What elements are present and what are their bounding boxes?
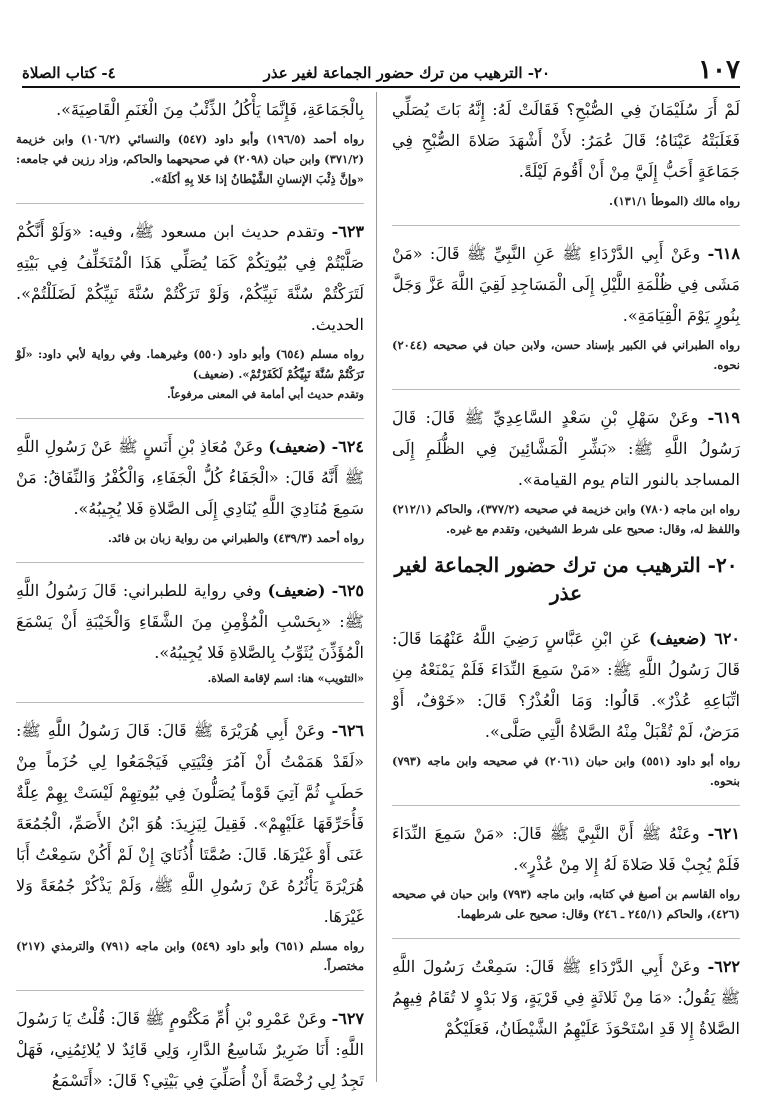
hadith-body: وعَنْ مُعَاذِ بْنِ أَنَسٍ ﷺ عَنْ رَسُولِ اللَّهِ ﷺ أَنَّهُ قَالَ: «الْجَفَاءُ كُلُّ الْجَفَاءِ، وَالْكُفْرُ وَالنِّفَاقُ: مَنْ سَمِعَ مُنَادِيَ اللَّهِ يُنَادِي إِلَى الصَّلاةِ فَلا يُجِيبُهُ». bbox=[16, 437, 364, 518]
hadith-text bbox=[392, 951, 740, 1044]
grade-tag: (ضعيف) bbox=[268, 437, 327, 456]
hadith-number: ٦٢٧- bbox=[331, 1009, 364, 1028]
hadith-text bbox=[16, 431, 364, 524]
hadith-624 bbox=[16, 431, 364, 548]
hadith-text: بِالْجَمَاعَةِ، فَإِنَّمَا يَأْكُلُ الذِّئْبُ مِنَ الْغَنَمِ الْقَاصِيَةَ». bbox=[56, 100, 364, 119]
hadith-body: وعَنْ أَبِي هُرَيْرَةَ ﷺ قَالَ: قَالَ رَسُولُ اللَّهِ ﷺ: «لَقَدْ هَمَمْتُ أَنْ آمُرَ فِتْيَتِي فَيَجْمَعُوا لِي حُزَماً مِنْ حَطَبٍ ثُمَّ آتِيَ قَوْماً يُصَلُّونَ فِي بُيُوتِهِمْ لَيْسَتْ بِهِمْ عِلَّةٌ فَأُحَرِّقَهَا عَلَيْهِمْ». فَقِيلَ لِيَزِيدَ: هُوَ ابْنُ الأَصَمِّ، الْجُمُعَةَ عَنَى أَوْ غَيْرَهَا. قَالَ: صُمَّتَا أُذُنَايَ إِنْ لَمْ أَكُنْ سَمِعْتُ أَبَا هُرَيْرَةَ يَأْثُرُهُ عَنْ رَسُولِ اللَّهِ ﷺ، وَلَمْ يَذْكُرْ جُمُعَةً وَلا غَيْرَهَا. bbox=[16, 721, 364, 926]
hadith-body: وعَنْ أَبِي الدَّرْدَاءِ ﷺ عَنِ النَّبِيِّ ﷺ قَالَ: «مَنْ مَشَى فِي ظُلْمَةِ اللَّيْلِ إِلَى الْمَسَاجِدِ لَقِيَ اللَّهَ عَزَّ وَجَلَّ بِنُورٍ يَوْمَ الْقِيَامَةِ». bbox=[392, 244, 740, 325]
hadith-reference: رواه أبو داود (٥٥١) وابن حبان (٢٠٦١) في صحيحه وابن ماجه (٧٩٣) بنحوه. bbox=[392, 754, 740, 788]
hadith-text bbox=[16, 575, 364, 668]
divider bbox=[16, 990, 364, 991]
hadith-621 bbox=[392, 818, 740, 924]
hadith-body: وعَنْ عَمْرِو بْنِ أُمِّ مَكْتُومٍ ﷺ قَالَ: قُلْتُ يَا رَسُولَ اللَّهِ: أَنَا ضَرِيرٌ شَاسِعُ الدَّارِ، وَلِي قَائِدٌ لا يُلائِمُنِي، فَهَلْ تَجِدُ لِي رُخْصَةً أَنْ أُصَلِّيَ فِي بَيْتِي؟ قَالَ: «أَتَسْمَعُ bbox=[16, 1009, 364, 1090]
hadith-626 bbox=[16, 715, 364, 976]
hadith-text bbox=[392, 402, 740, 495]
hadith-text bbox=[392, 238, 740, 331]
hadith-body: وعَنْهُ ﷺ أَنَّ النَّبِيَّ ﷺ قَالَ: «مَنْ سَمِعَ النِّدَاءَ فَلَمْ يُجِبْ فَلا صَلاةَ لَهُ إِلا مِنْ عُذْرٍ». bbox=[392, 824, 740, 874]
hadith-body: وعَنْ أَبِي الدَّرْدَاءِ ﷺ قَالَ: سَمِعْتُ رَسُولَ اللَّهِ ﷺ يَقُولُ: «مَا مِنْ ثَلاثَةٍ فِي قَرْيَةٍ، وَلا بَدْوٍ لا تُقَامُ فِيهِمُ الصَّلاةُ إِلا قَدِ اسْتَحْوَذَ عَلَيْهِمُ الشَّيْطَانُ، فَعَلَيْكُمْ bbox=[392, 957, 740, 1038]
hadith-627 bbox=[16, 1003, 364, 1096]
hadith-reference: رواه مالك (الموطأ ١٣١/١). bbox=[609, 194, 740, 208]
hadith-625 bbox=[16, 575, 364, 688]
hadith-reference: رواه الطبراني في الكبير بإسناد حسن، ولابن حبان في صحيحه (٢٠٤٤) نحوه. bbox=[392, 338, 740, 372]
hadith-reference: رواه أحمد (١٩٦/٥) وأبو داود (٥٤٧) والنسائي (١٠٦/٢) وابن خزيمة (٣٧١/٢) وابن حبان (٢٠٩٨) في صحيحهما والحاكم، وزاد رزين في جامعه: «وإنَّ ذِئْبَ الإنسانِ الشَّيْطانُ إذا خَلا بِهِ أكلَهُ». bbox=[16, 132, 365, 186]
hadith-reference: رواه مسلم (٦٥٤) وأبو داود (٥٥٠) وغيرهما. وفي رواية لأبي داود: «لَوْ تَرَكْتُمْ سُنَّةَ نَبِيِّكُمْ لَكَفَرْتُمْ». (ضعيف) bbox=[16, 347, 364, 381]
hadith-note: «التثويب» هنا: اسم لإقامة الصلاة. bbox=[207, 672, 364, 685]
hadith-number: ٦٢٦- bbox=[331, 721, 364, 740]
hadith-620 bbox=[392, 623, 740, 791]
divider bbox=[16, 562, 364, 563]
divider bbox=[16, 418, 364, 419]
divider bbox=[16, 702, 364, 703]
section-title: ٢٠- الترهيب من ترك حضور الجماعة لغير عذر bbox=[394, 553, 738, 605]
hadith-text bbox=[16, 715, 364, 932]
hadith-continuation-right bbox=[392, 94, 740, 211]
hadith-number: ٦٢٢- bbox=[707, 957, 741, 976]
hadith-number: ٦٢٤- bbox=[331, 437, 364, 456]
page-header bbox=[22, 55, 740, 88]
hadith-618 bbox=[392, 238, 740, 375]
hadith-body: وعَنْ سَهْلِ بْنِ سَعْدٍ السَّاعِدِيِّ ﷺ قَالَ: قَالَ رَسُولُ اللَّهِ ﷺ: «بَشِّرِ الْمَشَّائِينَ فِي الظُّلَمِ إِلَى المساجد بالنور التام يوم القيامة». bbox=[392, 408, 740, 489]
hadith-number: ٦١٨- bbox=[707, 244, 741, 263]
hadith-body: عَنِ ابْنِ عَبَّاسٍ رَضِيَ اللَّهُ عَنْهُمَا قَالَ: قَالَ رَسُولُ اللَّهِ ﷺ: «مَنْ سَمِعَ النِّدَاءَ فَلَمْ يَمْنَعْهُ مِنِ اتِّبَاعِهِ عُذْرٌ». قَالُوا: وَمَا الْعُذْرُ؟ قَالَ: «خَوْفٌ، أَوْ مَرَضٌ، لَمْ تُقْبَلْ مِنْهُ الصَّلاةُ الَّتِي صَلَّى». bbox=[392, 629, 740, 741]
hadith-reference: رواه القاسم بن أصبغ في كتابه، وابن ماجه (٧٩٣) وابن حبان في صحيحه (٤٢٦)، والحاكم (٢٤٥/١ ـ ٢٤٦) وقال: صحيح على شرطهما. bbox=[392, 887, 740, 921]
hadith-continuation-left bbox=[16, 94, 364, 189]
grade-tag: (ضعيف) bbox=[648, 629, 707, 648]
divider bbox=[392, 389, 740, 390]
hadith-text: لَمْ أَرَ سُلَيْمَانَ فِي الصُّبْحِ؟ فَقَالَتْ لَهُ: إِنَّهُ بَاتَ يُصَلِّي فَغَلَبَتْهُ عَيْنَاهُ؛ قَالَ عُمَرُ: لأَنْ أَشْهَدَ صَلاةَ الصُّبْحِ فِي جَمَاعَةٍ أَحَبُّ إِلَيَّ مِنْ أَنْ أَقُومَ لَيْلَةً. bbox=[392, 100, 740, 181]
right-column bbox=[392, 94, 740, 1044]
divider bbox=[16, 203, 364, 204]
hadith-body: وتقدم حديث ابن مسعود ﷺ، وفيه: «وَلَوْ أَنَّكُمْ صَلَّيْتُمْ فِي بُيُوتِكُمْ كَمَا يُصَلِّي هَذَا الْمُتَخَلِّفُ فِي بَيْتِهِ لَتَرَكْتُمْ سُنَّةَ نَبِيِّكُمْ، وَلَوْ تَرَكْتُمْ سُنَّةَ نَبِيِّكُمْ لَضَلَلْتُمْ». الحديث. bbox=[16, 222, 365, 334]
hadith-number: ٦١٩- bbox=[707, 408, 740, 427]
hadith-622 bbox=[392, 951, 740, 1044]
hadith-number: ٦٢٠ bbox=[714, 629, 741, 648]
hadith-number: ٦٢١- bbox=[707, 824, 740, 843]
hadith-623 bbox=[16, 216, 364, 404]
hadith-text bbox=[392, 818, 740, 880]
left-column bbox=[16, 94, 364, 1096]
column-divider bbox=[376, 92, 377, 1082]
hadith-reference: رواه أحمد (٤٣٩/٣) والطبراني من رواية زبان بن فائد. bbox=[107, 531, 364, 545]
hadith-number: ٦٢٥- bbox=[331, 581, 365, 600]
grade-tag: (ضعيف) bbox=[267, 581, 326, 600]
hadith-number: ٦٢٣- bbox=[331, 222, 364, 241]
hadith-text bbox=[16, 1003, 364, 1096]
divider bbox=[392, 225, 740, 226]
running-book-title: ٤- كتاب الصلاة bbox=[22, 64, 116, 82]
hadith-text bbox=[392, 623, 740, 747]
hadith-reference: رواه مسلم (٦٥١) وأبو داود (٥٤٩) وابن ماجه (٧٩١) والترمذي (٢١٧) مختصراً. bbox=[16, 939, 364, 973]
hadith-reference: رواه ابن ماجه (٧٨٠) وابن خزيمة في صحيحه (٣٧٧/٢)، والحاكم (٢١٢/١) واللفظ له، وقال: صحيح على شرط الشيخين، وتقدم مع غيره. bbox=[392, 502, 740, 536]
hadith-note: وتقدم حديث أبي أمامة في المعنى مرفوعاً. bbox=[167, 388, 364, 401]
divider bbox=[392, 938, 740, 939]
divider bbox=[392, 805, 740, 806]
running-chapter-title: ٢٠- الترهيب من ترك حضور الجماعة لغير عذر bbox=[263, 64, 551, 82]
hadith-619 bbox=[392, 402, 740, 539]
hadith-body: وفي رواية للطبراني: قَالَ رَسُولُ اللَّهِ ﷺ: «بِحَسْبِ الْمُؤْمِنِ مِنَ الشَّقَاءِ وَالْخَيْبَةِ أَنْ يَسْمَعَ الْمُؤَذِّنَ يُثَوِّبُ بِالصَّلاةِ فَلا يُجِيبُهُ». bbox=[16, 581, 364, 662]
hadith-text bbox=[16, 216, 364, 340]
page-number: ١٠٧ bbox=[698, 55, 740, 85]
